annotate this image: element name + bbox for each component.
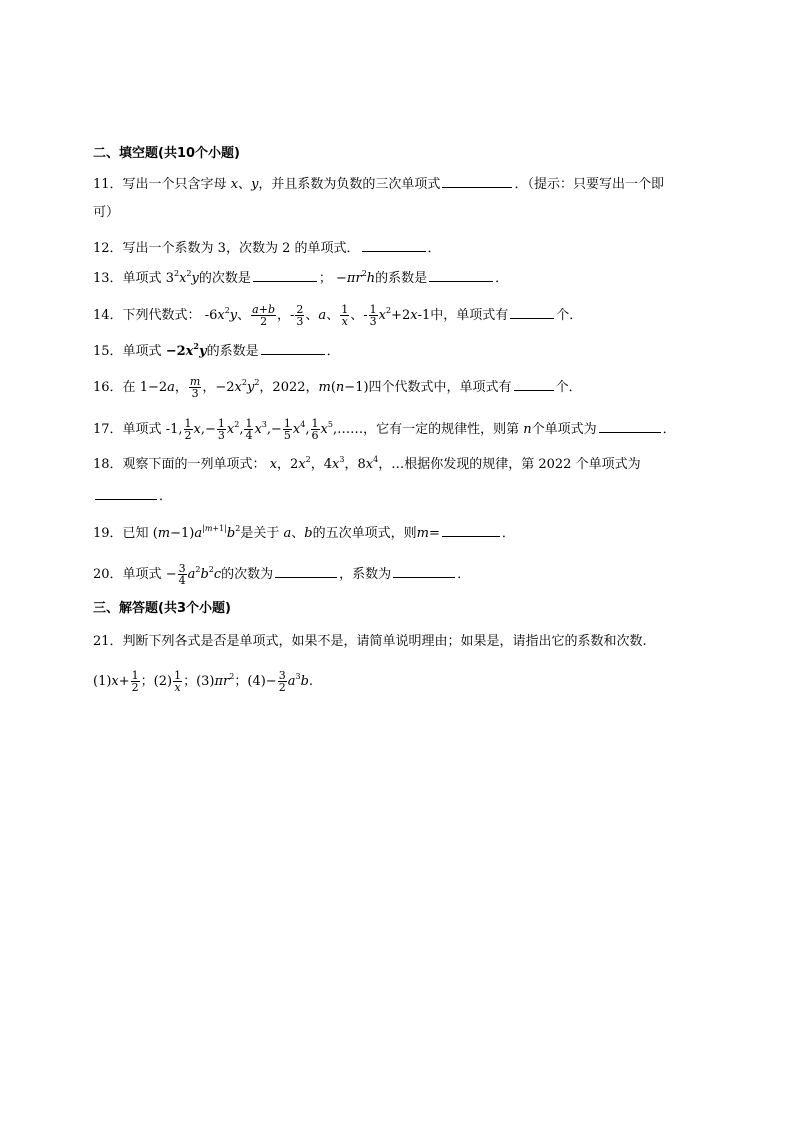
answer-blank[interactable] <box>393 564 455 578</box>
question-18: 18．观察下面的一列单项式： x，$2x^2$，$4x^3$，$8x^4$，…根据你发现的规律，第 2022 个单项式为 <box>93 455 641 472</box>
question-21-parts: (1)x+ $\frac{1}{2}$ ；(2) $\frac{1}{x}$ ；$(3)\pi r^2$；(4)− $\frac{3}{2}$ $a^3b$. <box>93 669 314 694</box>
answer-blank[interactable] <box>442 174 512 188</box>
question-17: 17．单项式 -1, $\frac{1}{2}$ x,− $\frac{1}{3}$ $x^2$, $\frac{1}{4}$ $x^3,-$ $\frac{1}{5}$ $x^4$, $\frac{1}{6}$ $x^5,\dots\dots$，它有一定的规律性，则第 n个单项式为 ． <box>93 417 676 442</box>
question-16: 16．在 1−2a， $\frac{m}{3}$ ，$-2x^2y^2$，2022，m(n−1)四个代数式中，单项式有 个． <box>93 375 582 400</box>
question-15: 15．单项式 $-2x^2y$的系数是 ． <box>93 341 340 359</box>
question-18-cont: ． <box>93 486 172 506</box>
question-14: 14．下列代数式： $-6x^2y$、 $\frac{a+b}{2}$ ，- $\frac{2}{3}$ 、a、 $\frac{1}{x}$ 、- $\frac{1}{3}$ $x^2+2x-1$中，单项式有 个． <box>93 303 583 328</box>
question-11-cont: 可） <box>93 205 120 220</box>
question-number: 11． <box>93 177 123 192</box>
answer-blank[interactable] <box>95 486 157 500</box>
answer-blank[interactable] <box>253 268 317 282</box>
answer-blank[interactable] <box>510 305 554 319</box>
answer-blank[interactable] <box>442 523 500 537</box>
question-13: 13．单项式 $3^2x^2y$的次数是 ； $-\pi r^2h$的系数是 ． <box>93 269 509 286</box>
question-21: 21．判断下列各式是否是单项式，如果不是，请简单说明理由；如果是，请指出它的系数和次数. <box>93 634 647 649</box>
section2-heading: 二、填空题(共10个小题) <box>93 146 240 161</box>
question-20: 20．单项式 − $\frac{3}{4}$ $a^2b^2c$的次数为 ，系数为 ． <box>93 562 471 587</box>
answer-blank[interactable] <box>275 564 337 578</box>
answer-blank[interactable] <box>514 377 554 391</box>
section3-heading: 三、解答题(共3个小题) <box>93 601 231 616</box>
answer-blank[interactable] <box>362 238 426 252</box>
answer-blank[interactable] <box>599 419 661 433</box>
question-19: 19．已知 $(m-1)a^{|m+1|}b^2$是关于 a、b的五次单项式，则m= ． <box>93 524 515 541</box>
answer-blank[interactable] <box>429 268 493 282</box>
question-12: 12．写出一个系数为 3，次数为 2 的单项式． ． <box>93 238 441 258</box>
answer-blank[interactable] <box>261 341 325 355</box>
question-11: 11．写出一个只含字母 x、y，并且系数为负数的三次单项式 ．（提示：只要写出一个即 <box>93 174 664 194</box>
